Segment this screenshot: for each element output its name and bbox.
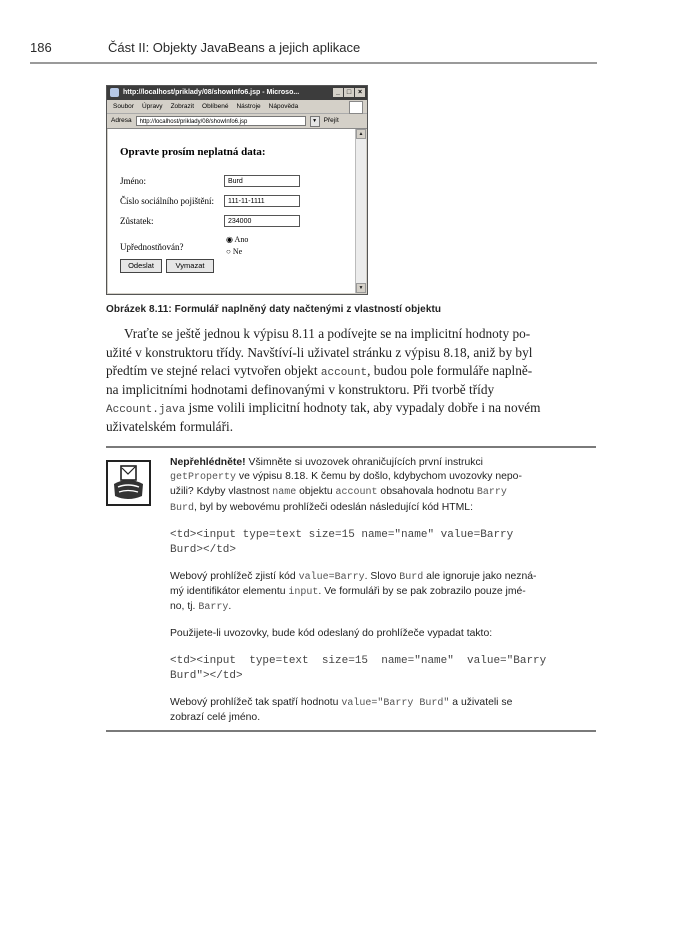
balance-input[interactable]: 234000 — [224, 215, 300, 227]
note-paragraph: Webový prohlížeč zjistí kód value=Barry. Slovo Burd ale ignoruje jako nezná- mý identifikátor elementu input. Ve formuláři by se pak zobrazilo pouze jmé- no, tj. Barry. — [170, 570, 537, 614]
paragraph-line: Account.java jsme volili implicitní hodnoty tak, aby vypadaly dobře i na novém — [106, 400, 541, 416]
menu-help[interactable]: Nápověda — [268, 103, 299, 110]
browser-screenshot — [106, 85, 368, 295]
radio-yes-label: Ano — [234, 235, 249, 244]
paragraph-line: na implicitními hodnotami definovanými v konstruktoru. Při tvorbě třídy — [106, 381, 495, 397]
radio-unchecked-icon: ○ — [226, 247, 231, 256]
radio-yes[interactable] — [226, 235, 248, 244]
running-header — [30, 40, 597, 64]
reset-button[interactable]: Vymazat — [166, 259, 214, 273]
go-button[interactable]: Přejít — [323, 117, 339, 124]
note-text — [170, 456, 590, 725]
address-label: Adresa — [111, 117, 132, 124]
preferred-label: Upřednostňován? — [120, 242, 184, 252]
close-button[interactable]: × — [355, 88, 365, 97]
name-label: Jméno: — [120, 176, 146, 186]
minimize-button[interactable]: _ — [333, 88, 343, 97]
menu-bar — [107, 100, 367, 114]
body-paragraph — [106, 325, 596, 436]
scrollbar[interactable] — [355, 129, 366, 293]
note-box — [106, 446, 596, 732]
form-heading: Opravte prosím neplatná data: — [120, 146, 266, 158]
radio-checked-icon: ◉ — [226, 235, 233, 244]
note-lead: Nepřehlédněte! — [170, 457, 246, 468]
ssn-input[interactable]: 111-11-1111 — [224, 195, 300, 207]
scroll-up-icon[interactable]: ▲ — [356, 129, 366, 139]
name-input[interactable]: Burd — [224, 175, 300, 187]
radio-no-label: Ne — [232, 247, 243, 256]
page-number: 186 — [30, 40, 52, 55]
page-content — [108, 129, 356, 293]
code-block: <td><input type=text size=15 name="name" value=Barry Burd></td> — [170, 528, 514, 556]
note-paragraph: Nepřehlédněte! Všimněte si uvozovek ohraničujících první instrukci getProperty ve výpisu 8.18. K čemu by došlo, kdybychom uvozovky nepo- užili? Kdyby vlastnost name objektu account obsahovala hodnotu Barry Burd, byl by webovému prohlížeči odeslán následující kód HTML: — [170, 457, 522, 514]
address-bar — [107, 114, 367, 129]
menu-file[interactable]: Soubor — [113, 103, 134, 110]
submit-button[interactable]: Odeslat — [120, 259, 162, 273]
note-paragraph: Použijete-li uvozovky, bude kód odeslaný do prohlížeče vypadat takto: — [170, 628, 493, 640]
browser-title-bar — [107, 86, 367, 100]
menu-edit[interactable]: Úpravy — [141, 103, 163, 110]
windows-logo-icon — [349, 101, 363, 114]
note-paragraph: Webový prohlížeč tak spatří hodnotu value="Barry Burd" a uživateli se zobrazí celé jméno. — [170, 696, 513, 723]
section-title: Část II: Objekty JavaBeans a jejich aplikace — [108, 40, 361, 55]
ssn-label: Číslo sociálního pojištění: — [120, 196, 214, 206]
pay-attention-icon — [106, 460, 151, 506]
code-block: <td><input type=text size=15 name="name" value="Barry Burd"></td> — [170, 654, 547, 682]
maximize-button[interactable]: □ — [344, 88, 354, 97]
address-dropdown-icon[interactable]: ▼ — [310, 116, 320, 127]
menu-tools[interactable]: Nástroje — [236, 103, 261, 110]
paragraph-line: Vraťte se ještě jednou k výpisu 8.11 a podívejte se na implicitní hodnoty po- — [124, 326, 531, 341]
figure-caption: Obrázek 8.11: Formulář naplněný daty načtenými z vlastností objektu — [106, 304, 442, 315]
scroll-down-icon[interactable]: ▼ — [356, 283, 366, 293]
radio-no[interactable] — [226, 247, 242, 256]
balance-label: Zůstatek: — [120, 216, 154, 226]
ie-icon — [110, 88, 119, 97]
menu-view[interactable]: Zobrazit — [170, 103, 195, 110]
paragraph-line: uživatelském formuláři. — [106, 418, 234, 434]
paragraph-line: užité v konstruktoru třídy. Navštíví-li uživatel stránku z výpisu 8.18, aniž by byl — [106, 344, 533, 360]
paragraph-line: předtím ve stejné relaci vytvořen objekt account, budou pole formuláře naplně- — [106, 363, 533, 379]
browser-title: http://localhost/priklady/08/showInfo6.jsp - Microso... — [123, 89, 300, 96]
menu-favorites[interactable]: Oblíbené — [202, 103, 229, 110]
address-input[interactable]: http://localhost/priklady/08/showInfo6.jsp — [136, 116, 306, 126]
